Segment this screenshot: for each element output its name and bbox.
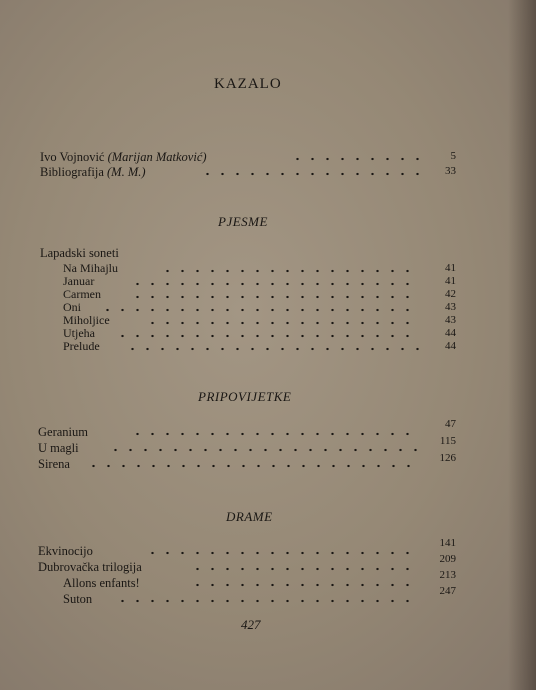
dot-leader: [108, 448, 420, 452]
toc-entry: Carmen: [63, 287, 101, 301]
dot-leader: [130, 432, 420, 436]
toc-entry-vojnovic: Ivo Vojnović (Marijan Matković): [40, 150, 207, 164]
dot-leader: [145, 321, 420, 325]
page-ref: 115: [439, 435, 456, 447]
dot-leader: [100, 308, 420, 312]
page-ref: 33: [445, 165, 456, 177]
page-ref: 247: [439, 585, 456, 597]
page-ref: 213: [439, 569, 456, 581]
section-heading-drame: DRAME: [226, 509, 273, 524]
toc-entry: U magli: [38, 441, 79, 455]
bleed-through-text: [300, 4, 420, 50]
toc-entry-bibliografija: Bibliografija (M. M.): [40, 165, 146, 179]
page-ref: 5: [450, 150, 456, 162]
toc-entry: Sirena: [38, 457, 70, 471]
toc-entry: Prelude: [63, 339, 100, 353]
page-number: 427: [241, 617, 261, 632]
page-ref: 209: [439, 553, 456, 565]
page-ref: 43: [445, 301, 456, 313]
toc-entry: Utjeha: [63, 326, 95, 340]
dot-leader: [190, 583, 420, 587]
dot-leader: [125, 347, 420, 351]
page-ref: 47: [445, 418, 456, 430]
dot-leader: [190, 567, 420, 571]
page-ref: 41: [445, 262, 456, 274]
toc-entry: Ekvinocijo: [38, 544, 93, 558]
dot-leader: [160, 269, 420, 273]
dot-leader: [130, 282, 420, 286]
dot-leader: [130, 295, 420, 299]
dot-leader: [200, 172, 420, 176]
dot-leader: [115, 334, 420, 338]
page-ref: 44: [445, 327, 456, 339]
dot-leader: [290, 157, 420, 161]
toc-entry: Dubrovačka trilogija: [38, 560, 142, 574]
page-ref: 41: [445, 275, 456, 287]
toc-entry: Januar: [63, 274, 95, 288]
dot-leader: [145, 551, 420, 555]
toc-entry: Allons enfants!: [63, 576, 140, 590]
page-ref: 126: [439, 452, 456, 464]
toc-entry: Suton: [63, 592, 93, 606]
dot-leader: [86, 464, 420, 468]
page-ref: 43: [445, 314, 456, 326]
page-ref: 42: [445, 288, 456, 300]
toc-entry: Geranium: [38, 425, 88, 439]
dot-leader: [115, 599, 420, 603]
toc-entry: Oni: [63, 300, 81, 314]
toc-group-lapadski-soneti: Lapadski soneti: [40, 246, 119, 260]
toc-entry: Na Mihajlu: [63, 261, 118, 275]
page-ref: 44: [445, 340, 456, 352]
section-heading-pjesme: PJESME: [218, 214, 268, 229]
section-heading-pripovijetke: PRIPOVIJETKE: [198, 389, 292, 404]
toc-entry: Miholjice: [63, 313, 110, 327]
toc-title: KAZALO: [214, 76, 282, 92]
page-ref: 141: [439, 537, 456, 549]
